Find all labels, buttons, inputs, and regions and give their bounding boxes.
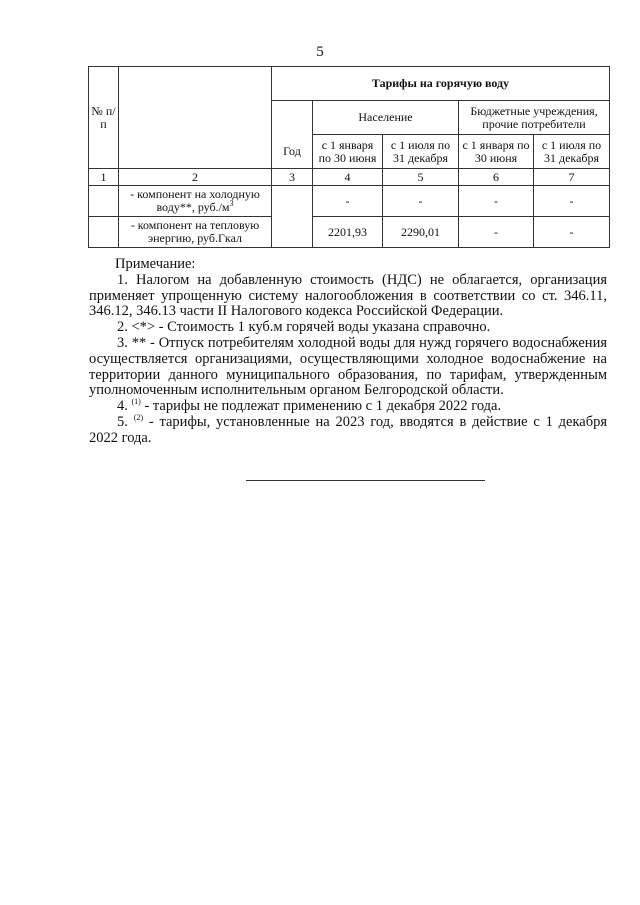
notes-title: Примечание:	[115, 256, 196, 272]
col-number: 3	[272, 169, 313, 186]
year-cell	[272, 186, 313, 248]
col-number: 7	[534, 169, 610, 186]
header-period-4: с 1 июля по 31 декабря	[534, 135, 610, 169]
note-3: 3. ** - Отпуск потребителям холодной воды для нужд горячего водоснабжения осуществляется организациями, осуществляющими холодное водоснабжение на территории данного муниципального образования, по тарифам, утвержденным уполномоченным исполнительным органом Белгородской области.	[89, 334, 607, 399]
table-row	[89, 186, 610, 217]
col-number: 4	[313, 169, 383, 186]
value-cell: 2290,01	[383, 217, 459, 248]
header-period-2: с 1 июля по 31 декабря	[383, 135, 459, 169]
value-cell: -	[534, 217, 610, 248]
value-cell: -	[313, 186, 383, 217]
value-cell: 2201,93	[313, 217, 383, 248]
header-blank	[119, 67, 272, 169]
note-1: 1. Налогом на добавленную стоимость (НДС) не облагается, организация применяет упрощенную систему налогообложения в соответствии со ст. 346.11, 346.12, 346.13 части II Налогового кодекса Российской Федерации.	[89, 271, 607, 320]
tariff-table	[88, 66, 610, 248]
header-num: № п/п	[89, 67, 119, 169]
row-label: - компонент на тепловую энергию, руб.Гкал	[119, 217, 272, 248]
header-period-3: с 1 января по 30 июня	[459, 135, 534, 169]
col-number: 2	[119, 169, 272, 186]
col-number: 6	[459, 169, 534, 186]
closing-divider	[246, 480, 485, 481]
value-cell: -	[459, 217, 534, 248]
table-row	[89, 217, 610, 248]
header-period-1: с 1 января по 30 июня	[313, 135, 383, 169]
note-4: 4. $^{(1)}$ - тарифы не подлежат применению с 1 декабря 2022 года.	[117, 397, 502, 415]
page-number: 5	[316, 44, 324, 60]
value-cell: -	[534, 186, 610, 217]
row-label: - компонент на холодную воду**, $руб./м^3$	[119, 186, 272, 217]
notes	[89, 257, 607, 447]
value-cell: -	[459, 186, 534, 217]
header-main: Тарифы на горячую воду	[272, 67, 610, 101]
value-cell: -	[383, 186, 459, 217]
row-num-cell	[89, 186, 119, 217]
col-number: 5	[383, 169, 459, 186]
row-num-cell	[89, 217, 119, 248]
header-year-spacer	[272, 101, 313, 135]
header-group-budget: Бюджетные учреждения, прочие потребители	[459, 101, 610, 135]
note-5: 5. $^{(2)}$ - тарифы, установленные на 2023 год, вводятся в действие с 1 декабря 2022 года.	[89, 413, 608, 446]
header-group-population: Население	[313, 101, 459, 135]
note-2: 2. <*> - Стоимость 1 куб.м горячей воды указана справочно.	[117, 319, 491, 336]
header-year: Год	[272, 135, 313, 169]
col-number: 1	[89, 169, 119, 186]
